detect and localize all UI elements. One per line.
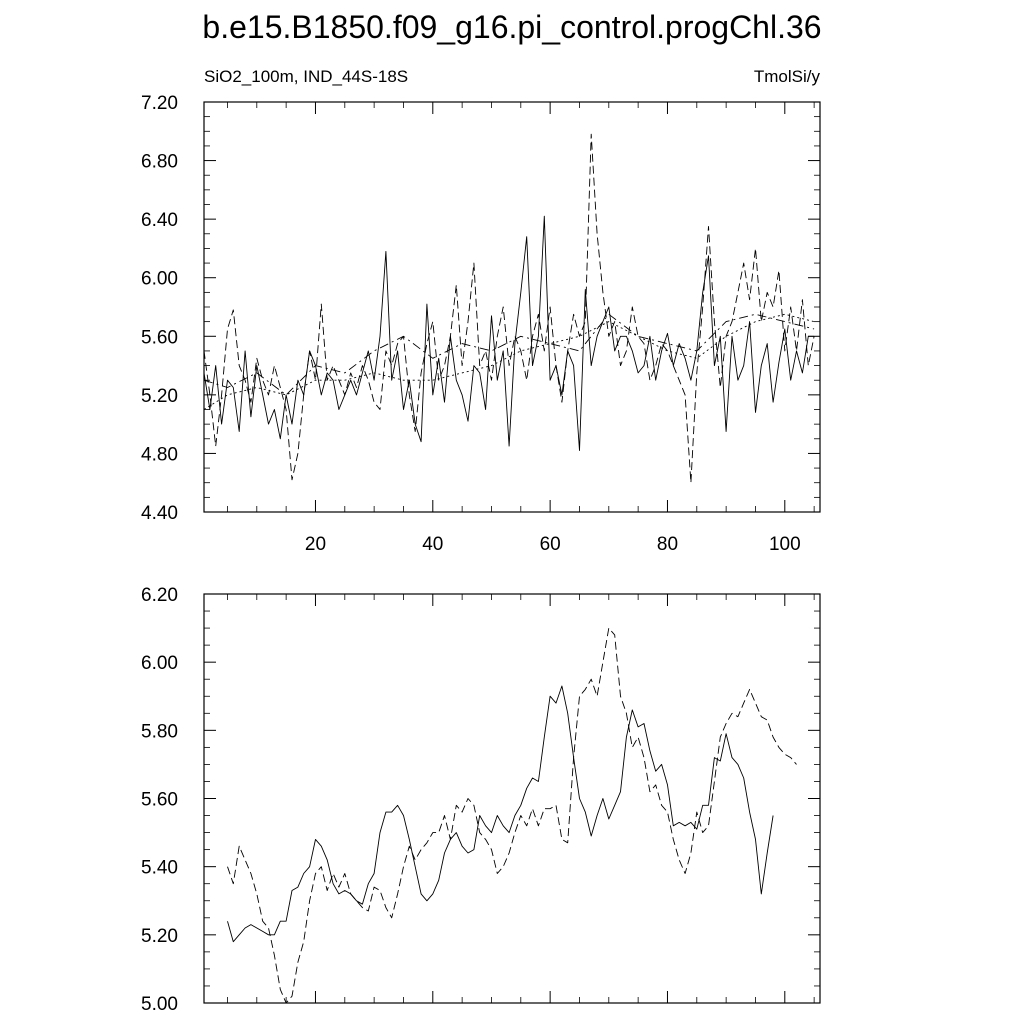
series-line-solid bbox=[204, 216, 814, 450]
y-tick-label: 4.80 bbox=[141, 444, 178, 466]
x-tick-label: 40 bbox=[422, 534, 444, 555]
series-line-dashed bbox=[204, 134, 814, 483]
y-tick-label: 5.60 bbox=[141, 327, 178, 349]
plot-frame bbox=[204, 594, 820, 1003]
y-tick-label: 6.40 bbox=[141, 210, 178, 232]
units-label: TmolSi/y bbox=[753, 67, 820, 86]
plot-frame bbox=[204, 102, 820, 512]
series-line-dashed bbox=[228, 628, 797, 1003]
x-tick-label: 60 bbox=[539, 534, 561, 555]
y-tick-label: 5.40 bbox=[141, 857, 178, 879]
y-tick-label: 6.00 bbox=[141, 653, 178, 675]
figure-title: b.e15.B1850.f09_g16.pi_control.progChl.36 bbox=[202, 9, 822, 45]
y-tick-label: 6.20 bbox=[141, 585, 178, 606]
bottom-panel bbox=[141, 585, 820, 1015]
y-tick-label: 5.20 bbox=[141, 385, 178, 407]
x-tick-label: 20 bbox=[304, 534, 327, 555]
x-tick-label: 80 bbox=[656, 534, 679, 555]
y-tick-label: 4.40 bbox=[141, 503, 178, 524]
y-tick-label: 5.80 bbox=[141, 721, 178, 743]
series-line-dash-dot bbox=[204, 314, 814, 395]
y-tick-label: 7.20 bbox=[141, 93, 178, 114]
y-tick-label: 5.00 bbox=[141, 994, 178, 1015]
x-tick-label: 100 bbox=[768, 534, 801, 555]
y-tick-label: 5.60 bbox=[141, 789, 178, 811]
y-tick-label: 6.00 bbox=[141, 268, 178, 290]
y-tick-label: 5.20 bbox=[141, 925, 178, 947]
top-panel bbox=[141, 93, 820, 555]
y-tick-label: 6.80 bbox=[141, 151, 178, 173]
variable-region-label: SiO2_100m, IND_44S-18S bbox=[204, 67, 409, 86]
